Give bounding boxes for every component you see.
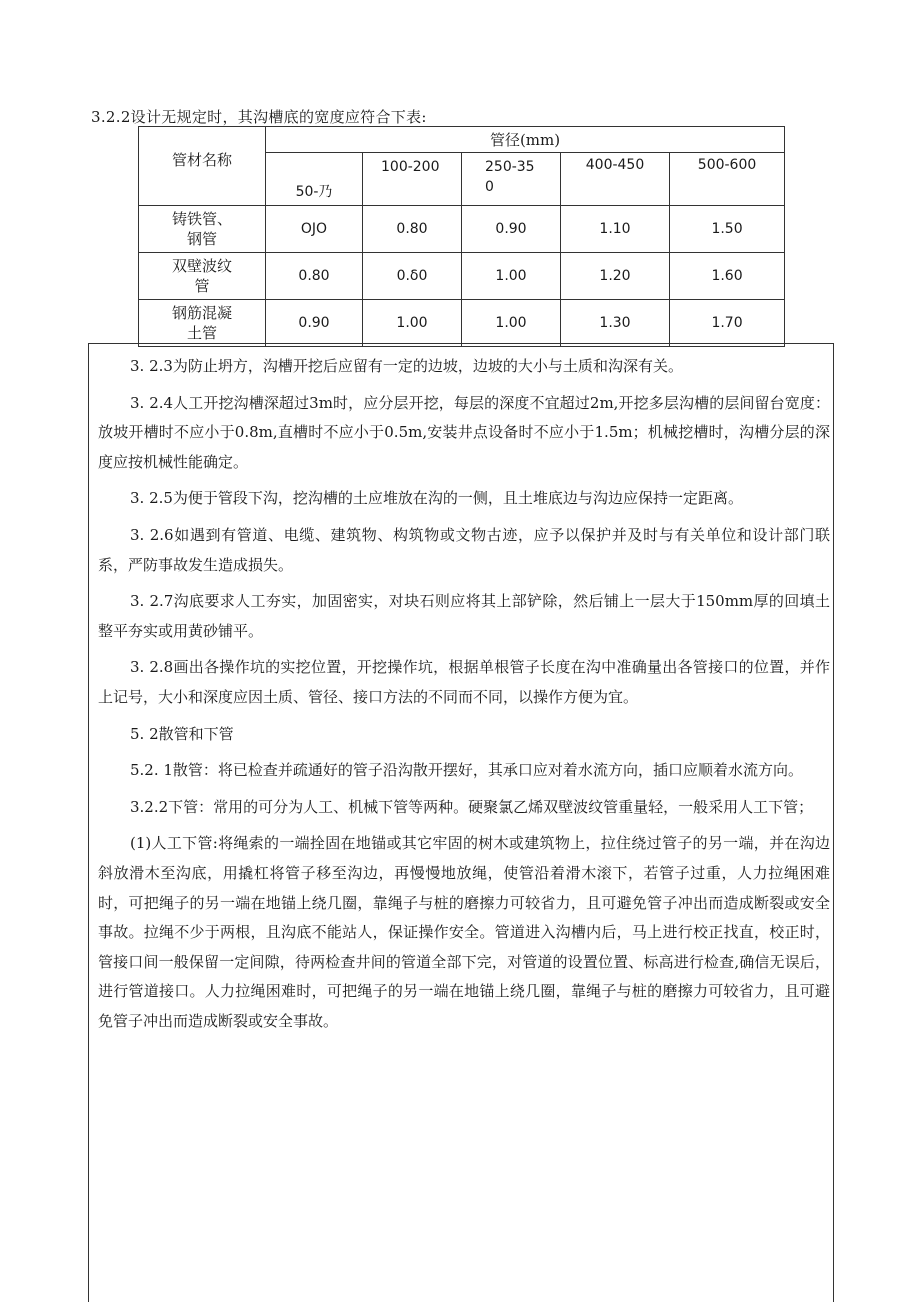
value-cell: 1.50 (670, 206, 785, 253)
value-cell: 1.20 (561, 253, 670, 300)
value-cell: 0.δ0 (363, 253, 462, 300)
table-row (139, 206, 785, 253)
size-label-4: 500-600 (697, 157, 757, 173)
material-name-header (139, 127, 266, 206)
paragraph-3-2-8: 3. 2.8画出各操作坑的实挖位置，开挖操作坑，根据单根管子长度在沟中准确量出各管接口的位置，并作上记号，大小和深度应因土质、管径、接口方法的不同而不同，以操作方便为宜。 (98, 658, 830, 706)
table-row (139, 300, 785, 347)
material-name-header-label: 管材名称 (171, 151, 232, 169)
size-header-2 (462, 153, 561, 206)
pipe-diameter-header: 管径(mm) (266, 127, 785, 153)
paragraph-3-2-3: 3. 2.3为防止坍方，沟槽开挖后应留有一定的边坡，边坡的大小与土质和沟深有关。 (130, 357, 683, 375)
paragraph-3-2-6: 3. 2.6如遇到有管道、电缆、建筑物、构筑物或文物古迹，应予以保护并及时与有关单位和设计部门联系，严防事故发生造成损失。 (98, 525, 830, 574)
value-cell: 1.00 (462, 253, 561, 300)
size-header-3 (561, 153, 670, 206)
size-header-4 (670, 153, 785, 206)
value-cell: 0.90 (266, 300, 363, 347)
paragraph-3-2-4: 3. 2.4人工开挖沟槽深超过3m时，应分层开挖，每层的深度不宜超过2m,开挖多层沟槽的层间留台宽度：放坡开槽时不应小于0.8m,直槽时不应小于0.5m,安装井点设备时不应小于1.5m；机械挖槽时，沟槽分层的深度应按机械性能确定。 (98, 393, 830, 471)
material-cell (139, 300, 266, 347)
material-name: 钢筋混凝土管 (171, 304, 232, 342)
material-name: 铸铁管、钢管 (171, 210, 232, 248)
value-cell: 1.00 (363, 300, 462, 347)
material-cell (139, 206, 266, 253)
size-label-1: 100-200 (381, 159, 440, 175)
value-cell: 1.00 (462, 300, 561, 347)
value-cell: 0.80 (266, 253, 363, 300)
size-label-0: 50-乃 (295, 184, 333, 200)
paragraph-3-2-5: 3. 2.5为便于管段下沟，挖沟槽的土应堆放在沟的一侧，且土堆底边与沟边应保持一定距离。 (130, 489, 743, 508)
size-header-1 (363, 153, 462, 206)
paragraph-5-2-1: 5.2. 1散管：将已检查并疏通好的管子沿沟散开摆好，其承口应对着水流方向，插口应顺着水流方向。 (130, 761, 803, 780)
value-cell: 1.10 (561, 206, 670, 253)
value-cell: 1.60 (670, 253, 785, 300)
section-heading-5-2: 5. 2散管和下管 (130, 724, 234, 743)
value-cell: 0.80 (363, 206, 462, 253)
paragraph-3-2-2-lowering: 3.2.2下管：常用的可分为人工、机械下管等两种。硬聚氯乙烯双壁波纹管重量轻，一般采用人工下管； (130, 797, 814, 816)
table-row (139, 253, 785, 300)
intro-text: 3.2.2设计无规定时，其沟槽底的宽度应符合下表: (91, 108, 427, 126)
document-body (98, 352, 830, 1043)
paragraph-manual-lowering: (1)人工下管:将绳索的一端拴固在地锚或其它牢固的树木或建筑物上，拉住绕过管子的另一端，并在沟边斜放滑木至沟底，用撬杠将管子移至沟边，再慢慢地放绳，使管沿着滑木滚下，若管子过重，人力拉绳困难时，可把绳子的另一端在地锚上绕几圈，靠绳子与桩的磨擦力可较省力，且可避免管子冲出而造成断裂或安全事故。拉绳不少于两根，且沟底不能站人，保证操作安全。管道进入沟槽内后，马上进行校正找直，校正时，管接口间一般保留一定间隙，待两检查井间的管道全部下完，对管道的设置位置、标高进行检查,确信无误后，进行管道接口。人力拉绳困难时，可把绳子的另一端在地锚上绕几圈，靠绳子与桩的磨擦力可较省力，且可避免管子冲出而造成断裂或安全事故。 (98, 834, 830, 1030)
material-name: 双壁波纹管 (171, 257, 232, 295)
value-cell: 1.30 (561, 300, 670, 347)
size-header-0 (266, 153, 363, 206)
value-cell: OJO (266, 206, 363, 253)
size-label-3: 400-450 (585, 157, 645, 173)
size-label-2: 250-350 (485, 159, 535, 195)
value-cell: 0.90 (462, 206, 561, 253)
material-cell (139, 253, 266, 300)
value-cell: 1.70 (670, 300, 785, 347)
paragraph-3-2-7: 3. 2.7沟底要求人工夯实，加固密实，对块石则应将其上部铲除，然后铺上一层大于150mm厚的回填土整平夯实或用黄砂铺平。 (98, 592, 830, 640)
trench-width-table (138, 126, 785, 347)
